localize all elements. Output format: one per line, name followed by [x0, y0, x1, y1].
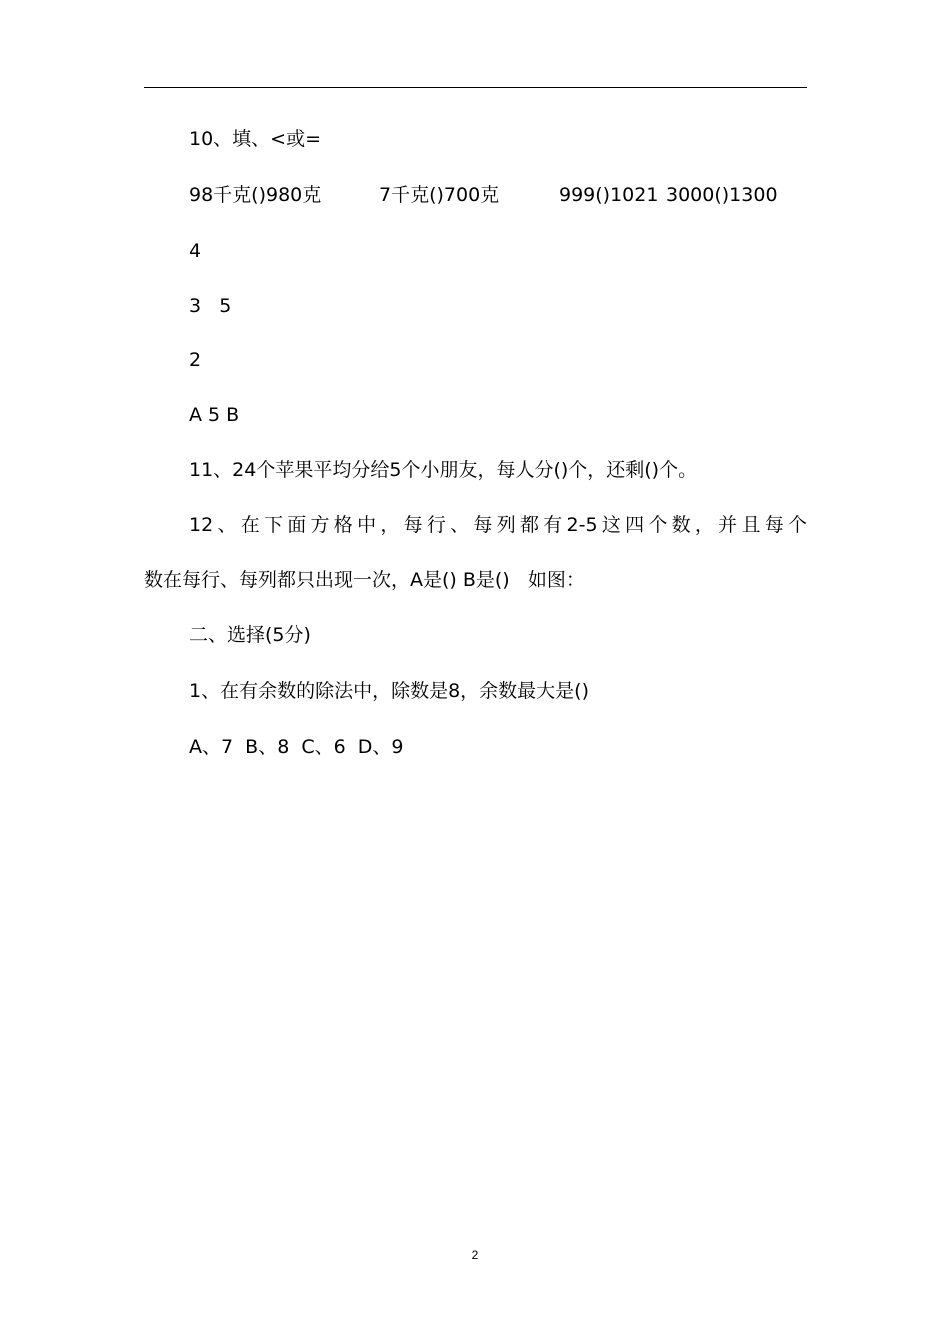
grid-row-2: 3 5	[189, 295, 232, 317]
comparison-2: 7千克()700克	[379, 184, 500, 206]
comparison-3: 999()1021	[559, 184, 659, 206]
choice-options: A、7 B、8 C、6 D、9	[189, 736, 404, 758]
comparison-1: 98千克()980克	[189, 184, 322, 206]
section-heading-choice: 二、选择(5分)	[189, 624, 311, 646]
comparison-row	[189, 183, 809, 207]
grid-row-3: 2	[189, 349, 202, 371]
header-rule	[144, 87, 807, 88]
grid-row-4: A 5 B	[189, 404, 240, 426]
question-12-line-1: 12、在下面方格中，每行、每列都有2-5这四个数，并且每个	[189, 514, 807, 536]
question-11: 11、24个苹果平均分给5个小朋友，每人分()个，还剩()个。	[189, 459, 698, 481]
choice-question-1: 1、在有余数的除法中，除数是8，余数最大是()	[189, 680, 590, 702]
grid-row-1: 4	[189, 240, 202, 262]
page-number: 2	[471, 1248, 479, 1262]
comparison-4: 3000()1300	[666, 184, 778, 206]
question-12-line-2: 数在每行、每列都只出现一次，A是() B是() 如图：	[144, 569, 585, 591]
question-10-heading: 10、填、<或=	[189, 128, 322, 150]
